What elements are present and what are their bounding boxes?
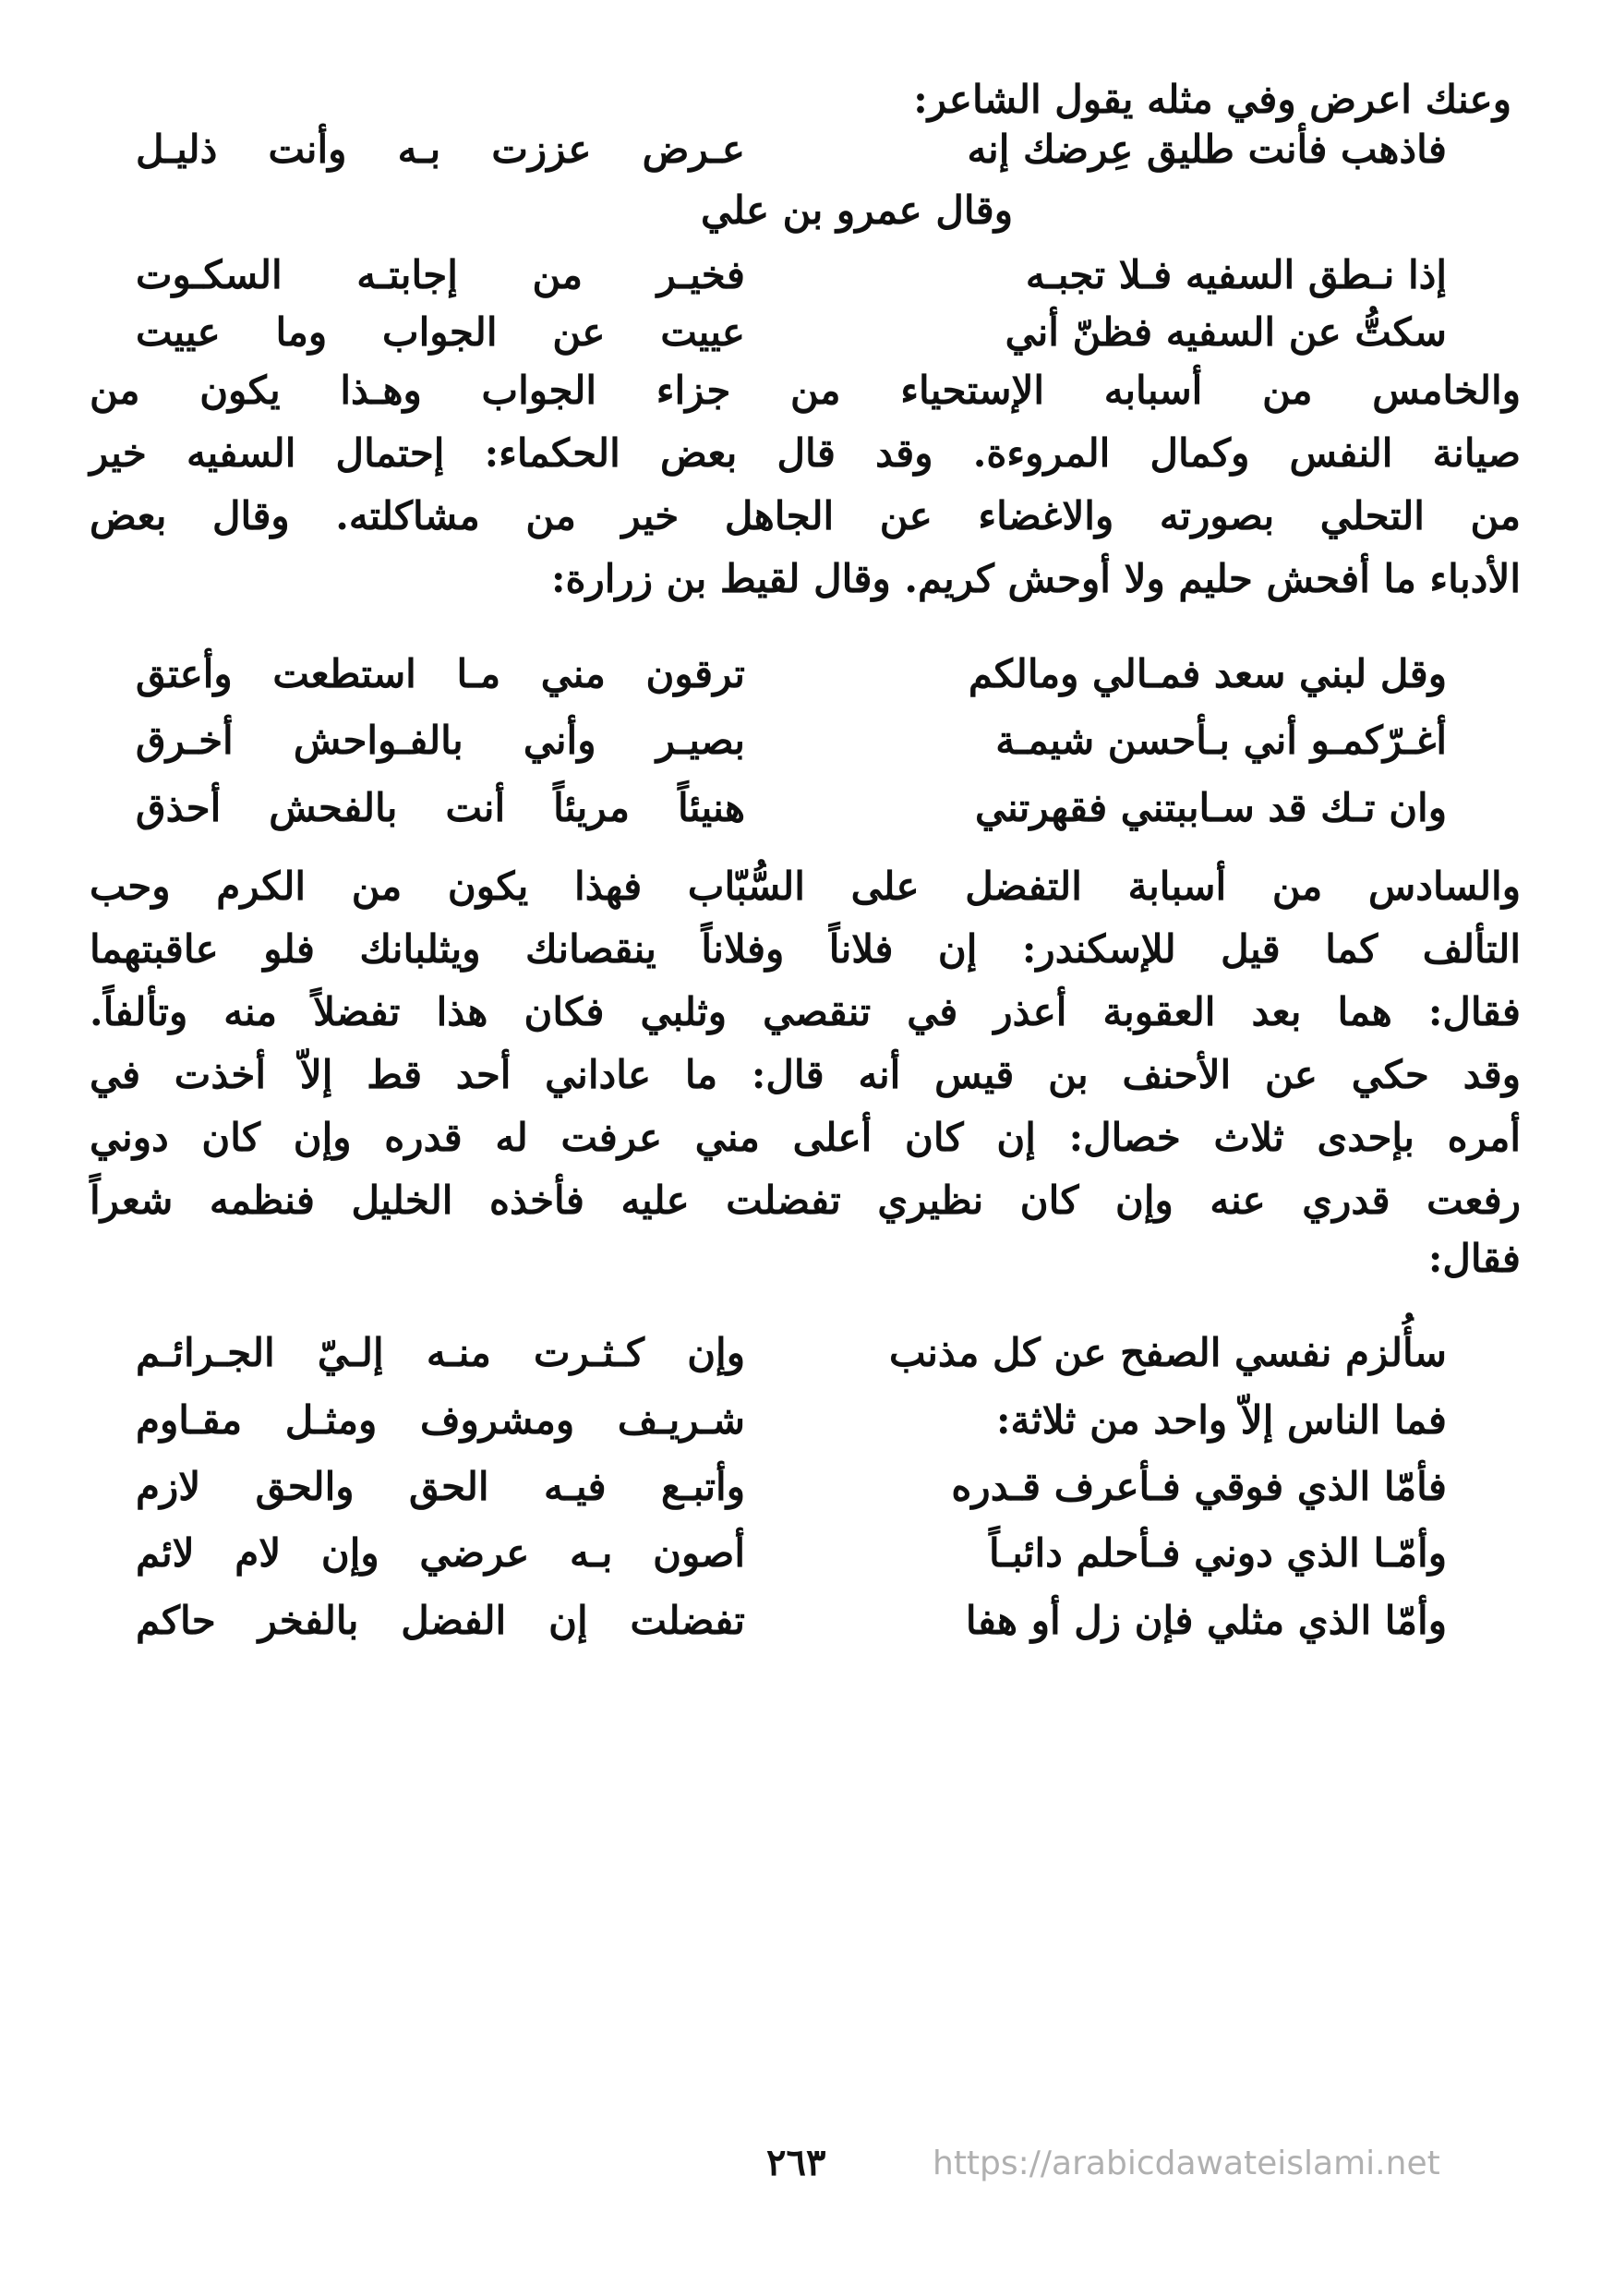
- paragraph-line: والسادس من أسبابة التفضل على السُّبّاب فهذا يكون من الكرم وحب: [90, 864, 1521, 909]
- paragraph-line: من التحلي بصورته والاغضاء عن الجاهل خير من مشاكلته. وقال بعض: [90, 493, 1521, 538]
- verse-second-hemistich: فخيـر من إجابتـه السكـوت: [136, 252, 745, 297]
- verse-second-hemistich: أصون بـه عرضي وإن لام لائم: [136, 1530, 745, 1576]
- verse-second-hemistich: ترقون مني مـا استطعت وأعتق: [136, 651, 745, 696]
- verse-first-hemistich: فأمّا الذي فوقي فـأعرف قـدره: [951, 1464, 1447, 1509]
- verse-row: [90, 122, 1521, 177]
- verse-second-hemistich: شـريـف ومشروف ومثـل مقـاوم: [136, 1397, 745, 1443]
- verse-second-hemistich: عـرض عززت بـه وأنت ذليـل: [136, 127, 745, 172]
- intro-line: وعنك اعرض وفي مثله يقول الشاعر:: [913, 77, 1511, 122]
- verse-row: [90, 1393, 1521, 1448]
- verse-first-hemistich: إذا نـطق السفيه فـلا تجبـه: [1025, 252, 1447, 297]
- verse-first-hemistich: سكتُّ عن السفيه فظنّ أني: [1005, 309, 1447, 355]
- verse-first-hemistich: أغـرّكمـو أني بـأحسن شيمـة: [995, 718, 1447, 763]
- verse-second-hemistich: وأتبـع فيـه الحق والحق لازم: [136, 1464, 745, 1509]
- verse-row: [90, 1325, 1521, 1381]
- verse-first-hemistich: وأمّـا الذي دوني فـأحلم دائبـاً: [989, 1530, 1447, 1576]
- page-number: ٢٦٣: [766, 2141, 826, 2184]
- paragraph-line: أمره بإحدى ثلاث خصال: إن كان أعلى مني عرفت له قدره وإن كان دوني: [90, 1115, 1521, 1160]
- verse-second-hemistich: بصيـر وأني بالفـواحش أخـرق: [136, 718, 745, 763]
- verse-row: [90, 1593, 1521, 1649]
- verse-second-hemistich: عييت عن الجواب وما عييت: [136, 309, 745, 355]
- paragraph-line: والخامس من أسبابه الإستحياء من جزاء الجواب وهـذا يكون من: [90, 368, 1521, 413]
- paragraph-line: وقد حكي عن الأحنف بن قيس أنه قال: ما عاداني أحد قط إلاّ أخذت في: [90, 1052, 1521, 1097]
- verse-first-hemistich: وقل لبني سعد فمـالي ومالكم: [968, 651, 1447, 696]
- verse-first-hemistich: فاذهب فأنت طليق عِرضك إنه: [967, 127, 1447, 172]
- verse-row: [90, 305, 1521, 360]
- verse-row: [90, 647, 1521, 702]
- verse-row: [90, 248, 1521, 303]
- paragraph-line: فقال: هما بعد العقوبة أعذر في تنقصي وثلبي فكان هذا تفضلاً منه وتألفاً.: [90, 989, 1521, 1034]
- paragraph-line: فقال:: [1427, 1236, 1521, 1281]
- verse-second-hemistich: تفضلت إن الفضل بالفخر حاكم: [136, 1598, 745, 1643]
- watermark-url: https://arabicdawateislami.net: [933, 2145, 1440, 2182]
- section-heading: وقال عمرو بن علي: [701, 187, 1013, 233]
- verse-first-hemistich: وأمّا الذي مثلي فإن زل أو هفا: [965, 1598, 1447, 1643]
- verse-first-hemistich: فما الناس إلاّ واحد من ثلاثة:: [996, 1397, 1447, 1443]
- verse-second-hemistich: هنيئاً مريئاً أنت بالفحش أحذق: [136, 785, 745, 830]
- paragraph-line: صيانة النفس وكمال المروءة. وقد قال بعض الحكماء: إحتمال السفيه خير: [90, 430, 1521, 476]
- paragraph-line: رفعت قدري عنه وإن كان نظيري تفضلت عليه فأخذه الخليل فنظمه شعراً: [90, 1178, 1521, 1223]
- verse-row: [90, 1526, 1521, 1581]
- paragraph-line: الأدباء ما أفحش حليم ولا أوحش كريم. وقال لقيط بن زرارة:: [550, 556, 1521, 601]
- verse-first-hemistich: سأُلزم نفسي الصفح عن كل مذنب: [888, 1330, 1447, 1375]
- verse-row: [90, 780, 1521, 836]
- verse-row: [90, 1459, 1521, 1515]
- verse-first-hemistich: وان تـك قد سـاببتني فقهرتني: [974, 785, 1447, 830]
- verse-row: [90, 713, 1521, 768]
- paragraph-line: التألف كما قيل للإسكندر: إن فلاناً وفلاناً ينقصانك ويثلبانك فلو عاقبتهما: [90, 926, 1521, 972]
- verse-second-hemistich: وإن كـثـرت منـه إلـيّ الجـرائـم: [136, 1330, 745, 1375]
